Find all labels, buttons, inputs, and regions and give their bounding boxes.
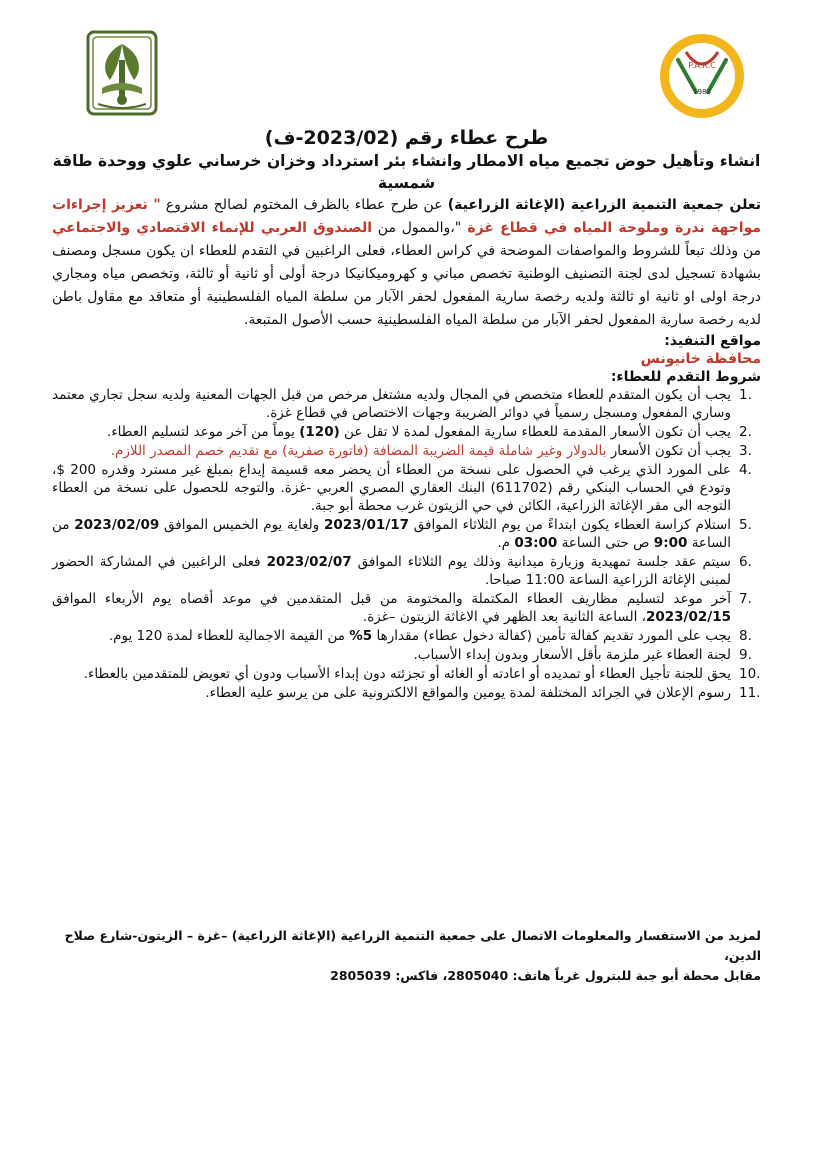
conditions-heading: شروط التقدم للعطاء: [610,369,761,385]
condition-item [52,461,752,515]
condition-item [52,386,752,422]
condition-text: 2023/02/07 [266,554,352,570]
condition-item [52,553,752,589]
condition-number: 9. [739,647,752,663]
condition-item [52,665,761,683]
condition-text: على المورد الذي يرغب في الحصول على نسخة من العطاء أن يحضر معه قسيمة إيداع بمبلغ غير مسترد وقدره 200 $، وتودع في الحساب البنكي رقم (611702) البنك العقاري المصري العربي -غزة. والتوجه للحصول على نسخة من العطاء التوجه الى مقر الإغاثة الزراعية، الكائن في حي الزيتون غرب محطة أبو جبة. [52,462,731,514]
condition-text: لجنة العطاء غير ملزمة بأقل الأسعار وبدون إبداء الأسباب. [413,647,731,663]
condition-text: 9:00 [653,535,688,551]
condition-item [52,516,752,552]
condition-text: رسوم الإعلان في الجرائد المختلفة لمدة يومين والمواقع الالكترونية على من يرسو عليه العطاء. [205,685,731,701]
condition-item [52,590,752,626]
intro-text-2: "،والممول من [372,220,462,236]
condition-text: يوماً من آخر موعد لتسليم العطاء. [107,424,300,440]
condition-item [52,442,752,460]
condition-text: بالدولار وغير شاملة قيمة الضريبة المضافة (فاتورة صفرية) مع تقديم خصم المصدر اللازم. [110,443,607,459]
footer-line-2: مقابل محطة أبو جبة للبترول غرباً هاتف: 2805040، فاكس: 2805039 [330,968,761,983]
condition-text: 03:00 [514,535,558,551]
university-emblem-logo [86,30,158,116]
project-name: " تعزيز إجراءات مواجهة ندرة وملوحة المياه في قطاع غزة [52,197,762,236]
condition-number: 3. [739,443,752,459]
condition-number: 10. [739,666,761,682]
condition-number: 2. [739,424,752,440]
parc-logo [656,30,748,122]
condition-number: 1. [739,387,752,403]
funder-name: الصندوق العربي للإنماء الاقتصادي والاجتماعي [52,220,373,236]
condition-text: من القيمة الاجمالية للعطاء لمدة 120 يوم. [108,628,350,644]
condition-text: يجب أن يكون المتقدم للعطاء متخصص في المجال ولديه مشتغل مرخص من قبل الجهات المعنية ولديه سجل تجاري معتمد وساري المفعول ومسجل رسمياً في دوائر الضريبة وجهات الاختصاص في قطاع غزة. [52,387,731,421]
condition-number: 7. [739,591,752,607]
org-name: تعلن جمعية التنمية الزراعية (الإغاثة الزراعية) [447,197,762,213]
document-body [52,126,761,703]
page-title: طرح عطاء رقم (2023/02-ف) [264,127,549,149]
condition-item [52,684,761,702]
condition-text: يحق للجنة تأجيل العطاء أو تمديده أو اعادته أو الغائه أو تجزئته دون إبداء الأسباب ودون أي تعويض للمتقدمين بالعطاء. [83,666,731,682]
condition-item [52,423,752,441]
condition-text: م. [497,535,515,551]
condition-text: ولغاية يوم الخميس الموافق [159,517,325,533]
intro-text-3: من وذلك تبعاً للشروط والمواصفات الموضحة في كراس العطاء، فعلى الراغبين في التقدم للعطاء ان يكون مسجل ومصنف بشهادة تسجيل لدى لجنة التصنيف الوطنية تخصص مباني و كهروميكانيكا درجة أولى أو ثانية أو ثالثة، وتخصص مياه ومجاري درجة اولى او ثانية او ثالثة ولديه رخصة سارية المفعول لحفر الآبار من سلطة المياه الفلسطينية أو متعاقد مع مقاول باطن لديه رخصة سارية المفعول لحفر الآبار من سلطة المياه الفلسطينية حسب الأصول المتبعة. [52,243,761,328]
locations-heading: مواقع التنفيذ: [664,333,761,349]
contact-footer [52,926,761,986]
intro-paragraph [52,194,761,332]
condition-text: استلام كراسة العطاء يكون ابتداءً من يوم الثلاثاء الموافق [409,517,732,533]
condition-text: 2023/01/17 [324,517,410,533]
condition-text: سيتم عقد جلسة تمهيدية وزيارة ميدانية وذلك يوم الثلاثاء الموافق [351,554,731,570]
condition-text: ، الساعة الثانية بعد الظهر في الاغاثة الزيتون –غزة. [362,609,646,625]
condition-text: من الساعة [52,517,731,551]
parc-initials: P.A.R.C [688,61,716,70]
condition-text: يجب على المورد تقديم كفالة تأمين (كفالة دخول عطاء) مقدارها [372,628,731,644]
condition-text: 2023/02/09 [74,517,160,533]
footer-line-1: لمزيد من الاستفسار والمعلومات الاتصال على جمعية التنمية الزراعية (الإغاثة الزراعية) –غزة – الزيتون-شارع صلاح الدين، [64,928,761,963]
intro-text-1: عن طرح عطاء بالظرف المختوم لصالح مشروع [160,197,448,213]
condition-text: 2023/02/15 [645,609,731,625]
condition-item [52,646,752,664]
condition-text: يجب أن تكون الأسعار [606,443,731,459]
condition-number: 6. [739,554,752,570]
condition-number: 5. [739,517,752,533]
condition-number: 4. [739,462,752,478]
condition-text: ص حتى الساعة [557,535,654,551]
locations-value: محافظة خانيونس [640,351,761,367]
page-subtitle: انشاء وتأهيل حوض تجميع مياه الامطار وانشاء بئر استرداد وخزان خرساني علوي ووحدة طاقة شمسية [52,152,761,192]
parc-year: 1983 [693,88,711,96]
condition-text: يجب أن تكون الأسعار المقدمة للعطاء سارية المفعول لمدة لا تقل عن [339,424,731,440]
condition-number: 8. [739,628,752,644]
conditions-list [52,386,761,702]
condition-text: (120) [299,424,340,440]
condition-text: فعلى الراغبين في المشاركة الحضور لمبنى الإغاثة الزراعية الساعة 11:00 صباحا. [52,554,731,588]
condition-text: آخر موعد لتسليم مظاريف العطاء المكتملة والمختومة من قبل المتقدمين في موعد أقصاه يوم الأربعاء الموافق [52,591,731,607]
condition-text: 5% [349,628,373,644]
condition-item [52,627,752,645]
condition-number: 11. [739,685,761,701]
